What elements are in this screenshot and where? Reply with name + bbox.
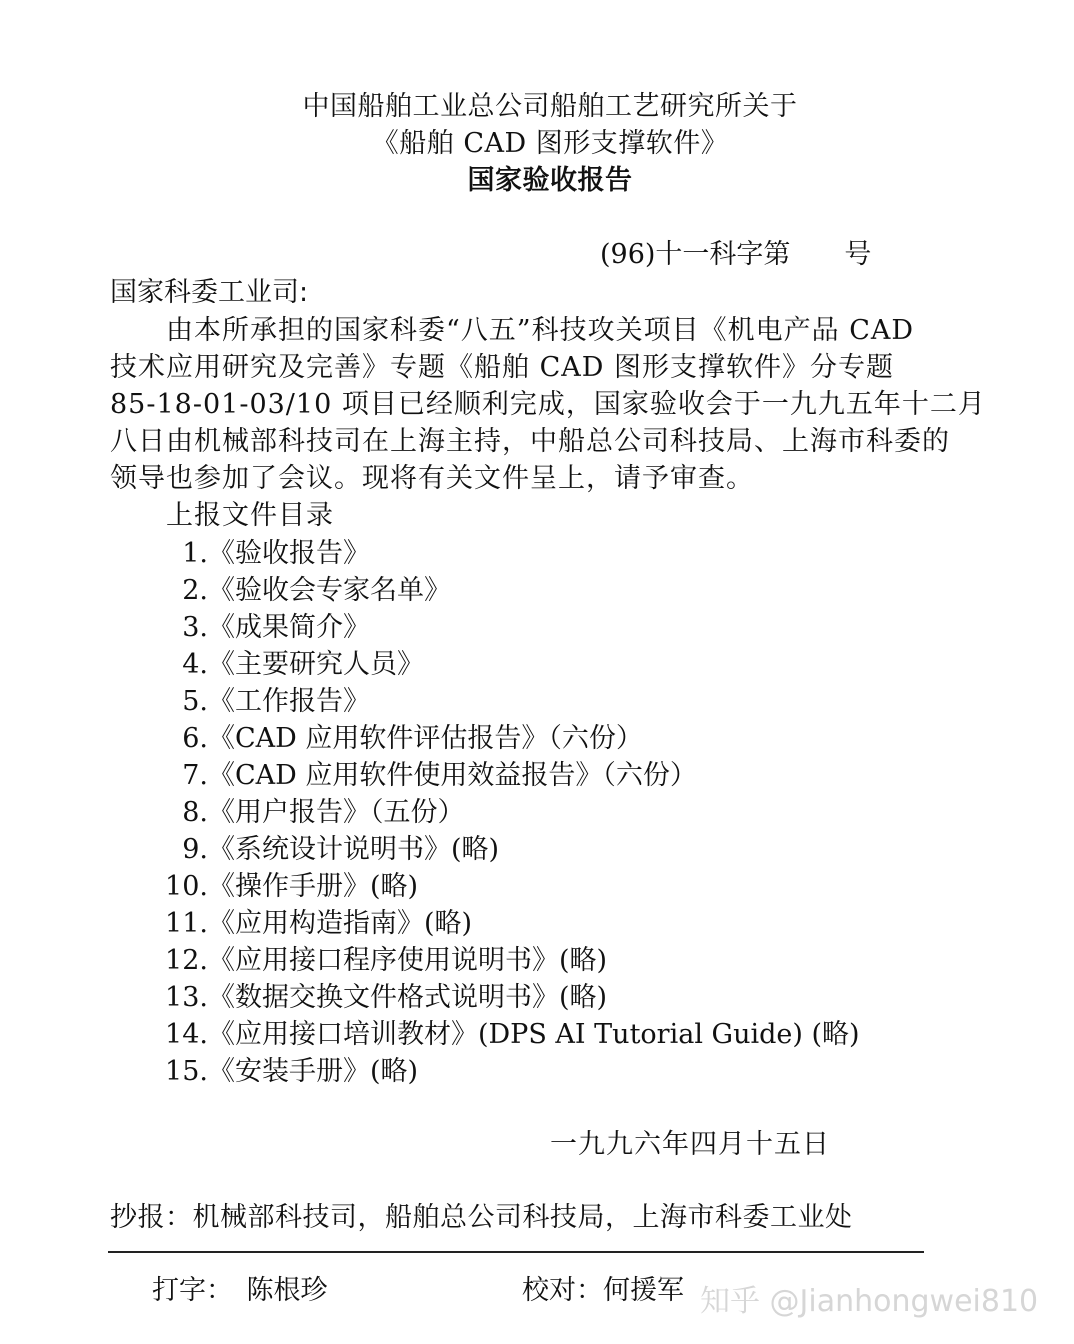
list-item-text: 《数据交换文件格式说明书》(略) <box>208 982 608 1013</box>
list-item <box>150 975 607 1014</box>
list-item-text: 《应用接口程序使用说明书》(略) <box>208 945 608 976</box>
list-item-text: 《系统设计说明书》(略) <box>208 834 500 865</box>
list-item-text: 《安装手册》(略) <box>208 1056 419 1087</box>
list-item <box>150 1049 418 1088</box>
body-line: 由本所承担的国家科委“八五”科技攻关项目《机电产品 CAD <box>110 315 914 346</box>
document-number: (96)十一科字第 号 <box>600 239 872 270</box>
body-line: 技术应用研究及完善》专题《船舶 CAD 图形支撑软件》分专题 <box>110 352 894 383</box>
list-item-number: 7. <box>182 760 208 791</box>
list-item-number: 3. <box>182 612 208 643</box>
list-item <box>150 716 643 755</box>
list-item-text: 《CAD 应用软件评估报告》（六份） <box>208 723 643 754</box>
document-title: 国家验收报告 <box>467 165 633 196</box>
list-item-number: 8. <box>182 797 208 828</box>
divider <box>108 1251 924 1253</box>
addressee: 国家科委工业司: <box>110 277 309 308</box>
list-item-number: 6. <box>182 723 208 754</box>
list-item-text: 《验收会专家名单》 <box>208 575 451 606</box>
body-line: 领导也参加了会议。现将有关文件呈上，请予审查。 <box>110 463 754 494</box>
list-item <box>150 864 418 903</box>
body-line: 85-18-01-03/10 项目已经顺利完成，国家验收会于一九九五年十二月 <box>110 389 986 420</box>
list-item-number: 5. <box>182 686 208 717</box>
list-item-number: 4. <box>182 649 208 680</box>
list-item-number: 9. <box>182 834 208 865</box>
list-item <box>150 568 451 607</box>
list-item-text: 《CAD 应用软件使用效益报告》（六份） <box>208 760 697 791</box>
header-line-1: 中国船舶工业总公司船舶工艺研究所关于 <box>302 91 798 122</box>
typist: 打字： 陈根珍 <box>152 1275 328 1306</box>
list-item <box>150 790 465 829</box>
body-line: 八日由机械部科技司在上海主持，中船总公司科技局、上海市科委的 <box>110 426 950 457</box>
list-item-text: 《操作手册》(略) <box>208 871 419 902</box>
list-item-number: 1. <box>182 538 208 569</box>
list-item <box>150 605 370 644</box>
list-item-number: 11. <box>165 908 208 939</box>
list-item <box>150 901 472 940</box>
list-item <box>150 679 370 718</box>
watermark: 知乎 @Jianhongwei810 <box>700 1284 1039 1319</box>
list-item-number: 2. <box>182 575 208 606</box>
list-item-text: 《应用构造指南》(略) <box>208 908 473 939</box>
body-line: 上报文件目录 <box>110 500 334 531</box>
list-item <box>150 753 697 792</box>
list-item <box>150 938 607 977</box>
list-item <box>150 531 370 570</box>
list-item-number: 12. <box>165 945 208 976</box>
list-item <box>150 827 499 866</box>
list-item-text: 《主要研究人员》 <box>208 649 424 680</box>
list-item-number: 15. <box>165 1056 208 1087</box>
list-item-text: 《用户报告》（五份） <box>208 797 465 828</box>
list-item-text: 《成果简介》 <box>208 612 370 643</box>
document-date: 一九九六年四月十五日 <box>550 1129 830 1160</box>
proofreader: 校对：何援军 <box>522 1275 684 1306</box>
list-item-text: 《应用接口培训教材》(DPS AI Tutorial Guide) (略) <box>208 1019 860 1050</box>
list-item-number: 10. <box>165 871 208 902</box>
list-item-text: 《验收报告》 <box>208 538 370 569</box>
list-item <box>150 1012 860 1051</box>
cc-recipients: 抄报：机械部科技司，船舶总公司科技局，上海市科委工业处 <box>110 1202 853 1233</box>
list-item-text: 《工作报告》 <box>208 686 370 717</box>
list-item-number: 14. <box>165 1019 208 1050</box>
list-item-number: 13. <box>165 982 208 1013</box>
header-line-2: 《船舶 CAD 图形支撑软件》 <box>371 128 729 159</box>
list-item <box>150 642 424 681</box>
